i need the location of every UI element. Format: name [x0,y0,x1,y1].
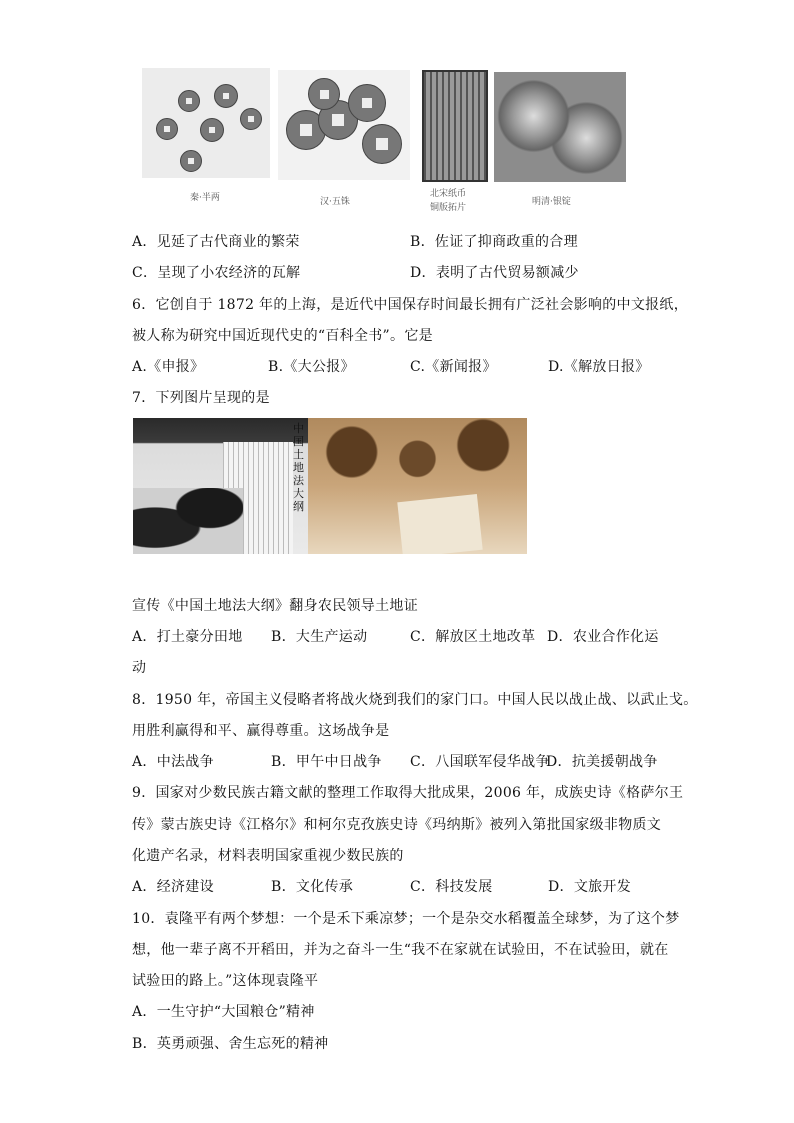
q7-option-a: A．打土豪分田地 [132,629,243,645]
q5-option-d: D．表明了古代贸易额减少 [410,265,579,281]
q9-option-b: B．文化传承 [271,879,354,895]
caption-song-paper-money: 北宋纸币 [430,189,467,199]
poster-title: 中国土地法大纲 [293,422,304,513]
q8-option-b: B．甲午中日战争 [271,754,382,770]
q7-option-d: D．农业合作化运 [547,629,659,645]
q5-option-b: B．佐证了抑商政重的合理 [410,234,578,250]
q5-option-c: C．呈现了小农经济的瓦解 [132,265,301,281]
q6-option-c: C.《新闻报》 [410,359,497,375]
banliang-coins-image [142,68,270,178]
crowd-silhouette [133,488,243,554]
q10-option-a: A．一生守护“大国粮仓”精神 [132,1004,315,1020]
q8-stem-line2: 用胜利赢得和平、赢得尊重。这场战争是 [132,723,390,739]
silver-ingots-image [494,72,626,182]
q10-stem-line3: 试验田的路上。”这体现袁隆平 [132,973,319,989]
q8-option-a: A．中法战争 [132,754,214,770]
q6-option-d: D.《解放日报》 [548,359,650,375]
q9-option-a: A．经济建设 [132,879,214,895]
land-reform-photo-left [133,418,308,554]
land-certificate-paper [397,494,482,554]
q7-option-c: C．解放区土地改革 [410,629,536,645]
q9-stem-line3: 化遗产名录，材料表明国家重视少数民族的 [132,848,404,864]
q6-option-a: A.《申报》 [132,359,205,375]
ancient-currency-figure [140,66,630,218]
q9-option-c: C．科技发展 [410,879,493,895]
q8-stem-line1: 8．1950 年，帝国主义侵略者将战火烧到我们的家门口。中国人民以战止战、以武止戈。 [132,692,698,708]
q8-option-d: D．抗美援朝战争 [546,754,658,770]
q7-image-caption: 宣传《中国土地法大纲》翻身农民领导土地证 [132,598,418,614]
land-reform-photo-right [308,418,527,554]
q9-stem-line2: 传》蒙古族史诗《江格尔》和柯尔克孜族史诗《玛纳斯》被列入第批国家级非物质文 [132,817,662,833]
q10-stem-line2: 想，他一辈子离不开稻田，并为之奋斗一生“我不在家就在试验田，不在试验田，就在 [132,942,669,958]
paper-money-image [422,70,488,182]
q6-option-b: B.《大公报》 [268,359,355,375]
q6-stem-line1: 6．它创自于 1872 年的上海，是近代中国保存时间最长拥有广泛社会影响的中文报纸， [132,297,689,313]
wuzhu-coins-image [278,70,410,180]
q7-option-d-continued: 动 [132,660,147,676]
q8-option-c: C．八国联军侵华战争 [410,754,550,770]
q5-option-a: A．见延了古代商业的繁荣 [132,234,300,250]
q7-option-b: B．大生产运动 [271,629,368,645]
q9-option-d: D．文旅开发 [548,879,632,895]
caption-han-wuzhu: 汉·五铢 [320,197,350,207]
q6-stem-line2: 被人称为研究中国近现代史的“百科全书”。它是 [132,328,433,344]
q7-stem: 7．下列图片呈现的是 [132,390,270,406]
q10-option-b: B．英勇顽强、舍生忘死的精神 [132,1036,329,1052]
caption-copper-rubbing: 铜版拓片 [430,203,467,213]
caption-mingqing-silver: 明清·银锭 [532,197,571,207]
caption-qin-banliang: 秦·半两 [190,193,220,203]
q10-stem-line1: 10．袁隆平有两个梦想：一个是禾下乘凉梦；一个是杂交水稻覆盖全球梦，为了这个梦 [132,911,680,927]
q9-stem-line1: 9．国家对少数民族古籍文献的整理工作取得大批成果，2006 年，成族史诗《格萨尔王 [132,785,684,801]
